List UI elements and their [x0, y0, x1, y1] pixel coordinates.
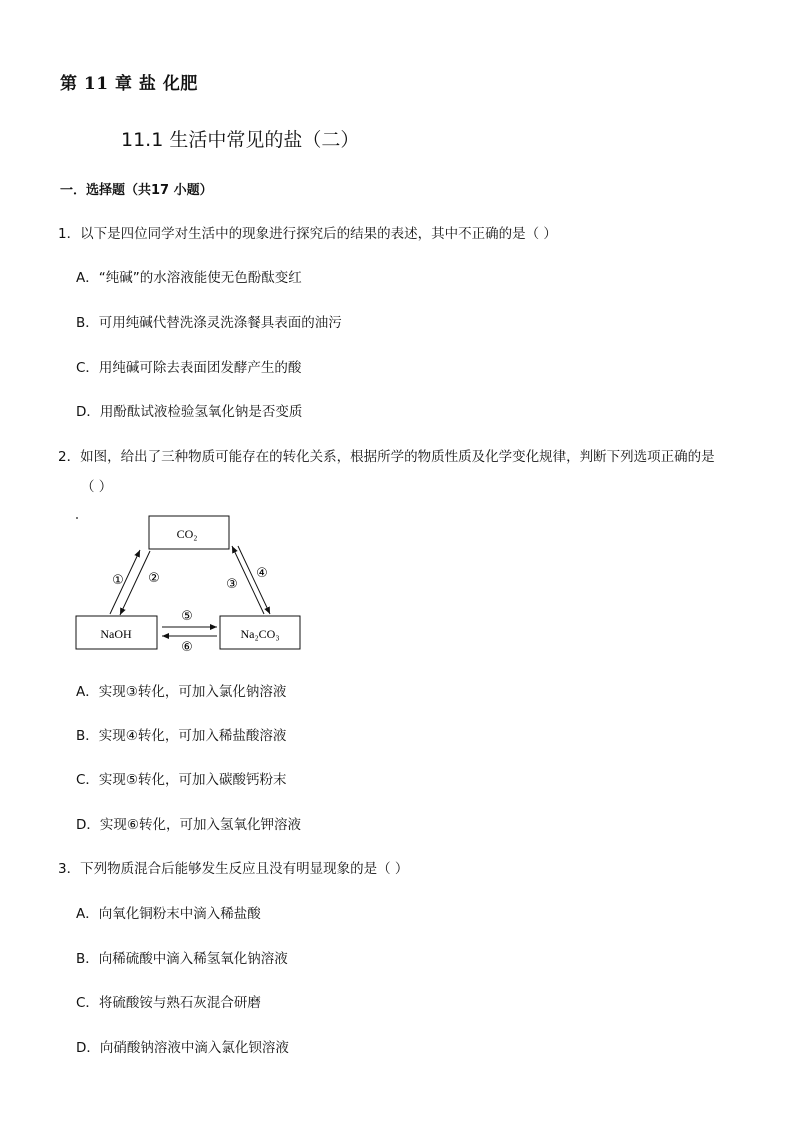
question-2-option-d[interactable]: D．实现⑥转化，可加入氢氧化钾溶液: [76, 817, 301, 833]
question-3-option-c[interactable]: C．将硫酸铵与熟石灰混合研磨: [76, 995, 261, 1011]
question-1-option-c[interactable]: C．用纯碱可除去表面团发酵产生的酸: [76, 360, 302, 376]
arrow-3-label: ③: [226, 577, 238, 592]
question-1-stem: 1．以下是四位同学对生活中的现象进行探究后的结果的表述，其中不正确的是（ ）: [58, 226, 557, 242]
conversion-diagram: [70, 510, 310, 655]
chapter-title: 第 11 章 盐 化肥: [60, 74, 198, 94]
question-3-option-d[interactable]: D．向硝酸钠溶液中滴入氯化钡溶液: [76, 1040, 289, 1056]
na2co3-label: Na₂CO₃: [240, 627, 280, 641]
arrow-4-label: ④: [256, 566, 268, 581]
question-1-option-b[interactable]: B．可用纯碱代替洗涤灵洗涤餐具表面的油污: [76, 315, 342, 331]
arrow-1-label: ①: [112, 573, 124, 588]
question-2-stem: 2．如图，给出了三种物质可能存在的转化关系，根据所学的物质性质及化学变化规律，判断下列选项正确的是: [58, 449, 715, 465]
co2-label: CO₂: [176, 527, 198, 541]
question-1-option-a[interactable]: A．“纯碱”的水溶液能使无色酚酞变红: [76, 270, 302, 286]
lesson-title: 11.1 生活中常见的盐（二）: [121, 129, 360, 151]
question-2-option-b[interactable]: B．实现④转化，可加入稀盐酸溶液: [76, 728, 287, 744]
question-3-option-b[interactable]: B．向稀硫酸中滴入稀氢氧化钠溶液: [76, 951, 288, 967]
question-2-option-a[interactable]: A．实现③转化，可加入氯化钠溶液: [76, 684, 287, 700]
arrow-6-label: ⑥: [181, 640, 193, 655]
question-2-option-c[interactable]: C．实现⑤转化，可加入碳酸钙粉末: [76, 772, 287, 788]
arrow-2-label: ②: [148, 571, 160, 586]
question-1-option-d[interactable]: D．用酚酞试液检验氢氧化钠是否变质: [76, 404, 303, 420]
question-3-stem: 3．下列物质混合后能够发生反应且没有明显现象的是（ ）: [58, 861, 409, 877]
naoh-label: NaOH: [100, 627, 132, 641]
question-2-answer-paren: （ ）: [81, 479, 113, 495]
section-heading: 一．选择题（共17 小题）: [60, 183, 213, 198]
arrow-5-label: ⑤: [181, 609, 193, 624]
question-3-option-a[interactable]: A．向氧化铜粉末中滴入稀盐酸: [76, 906, 261, 922]
